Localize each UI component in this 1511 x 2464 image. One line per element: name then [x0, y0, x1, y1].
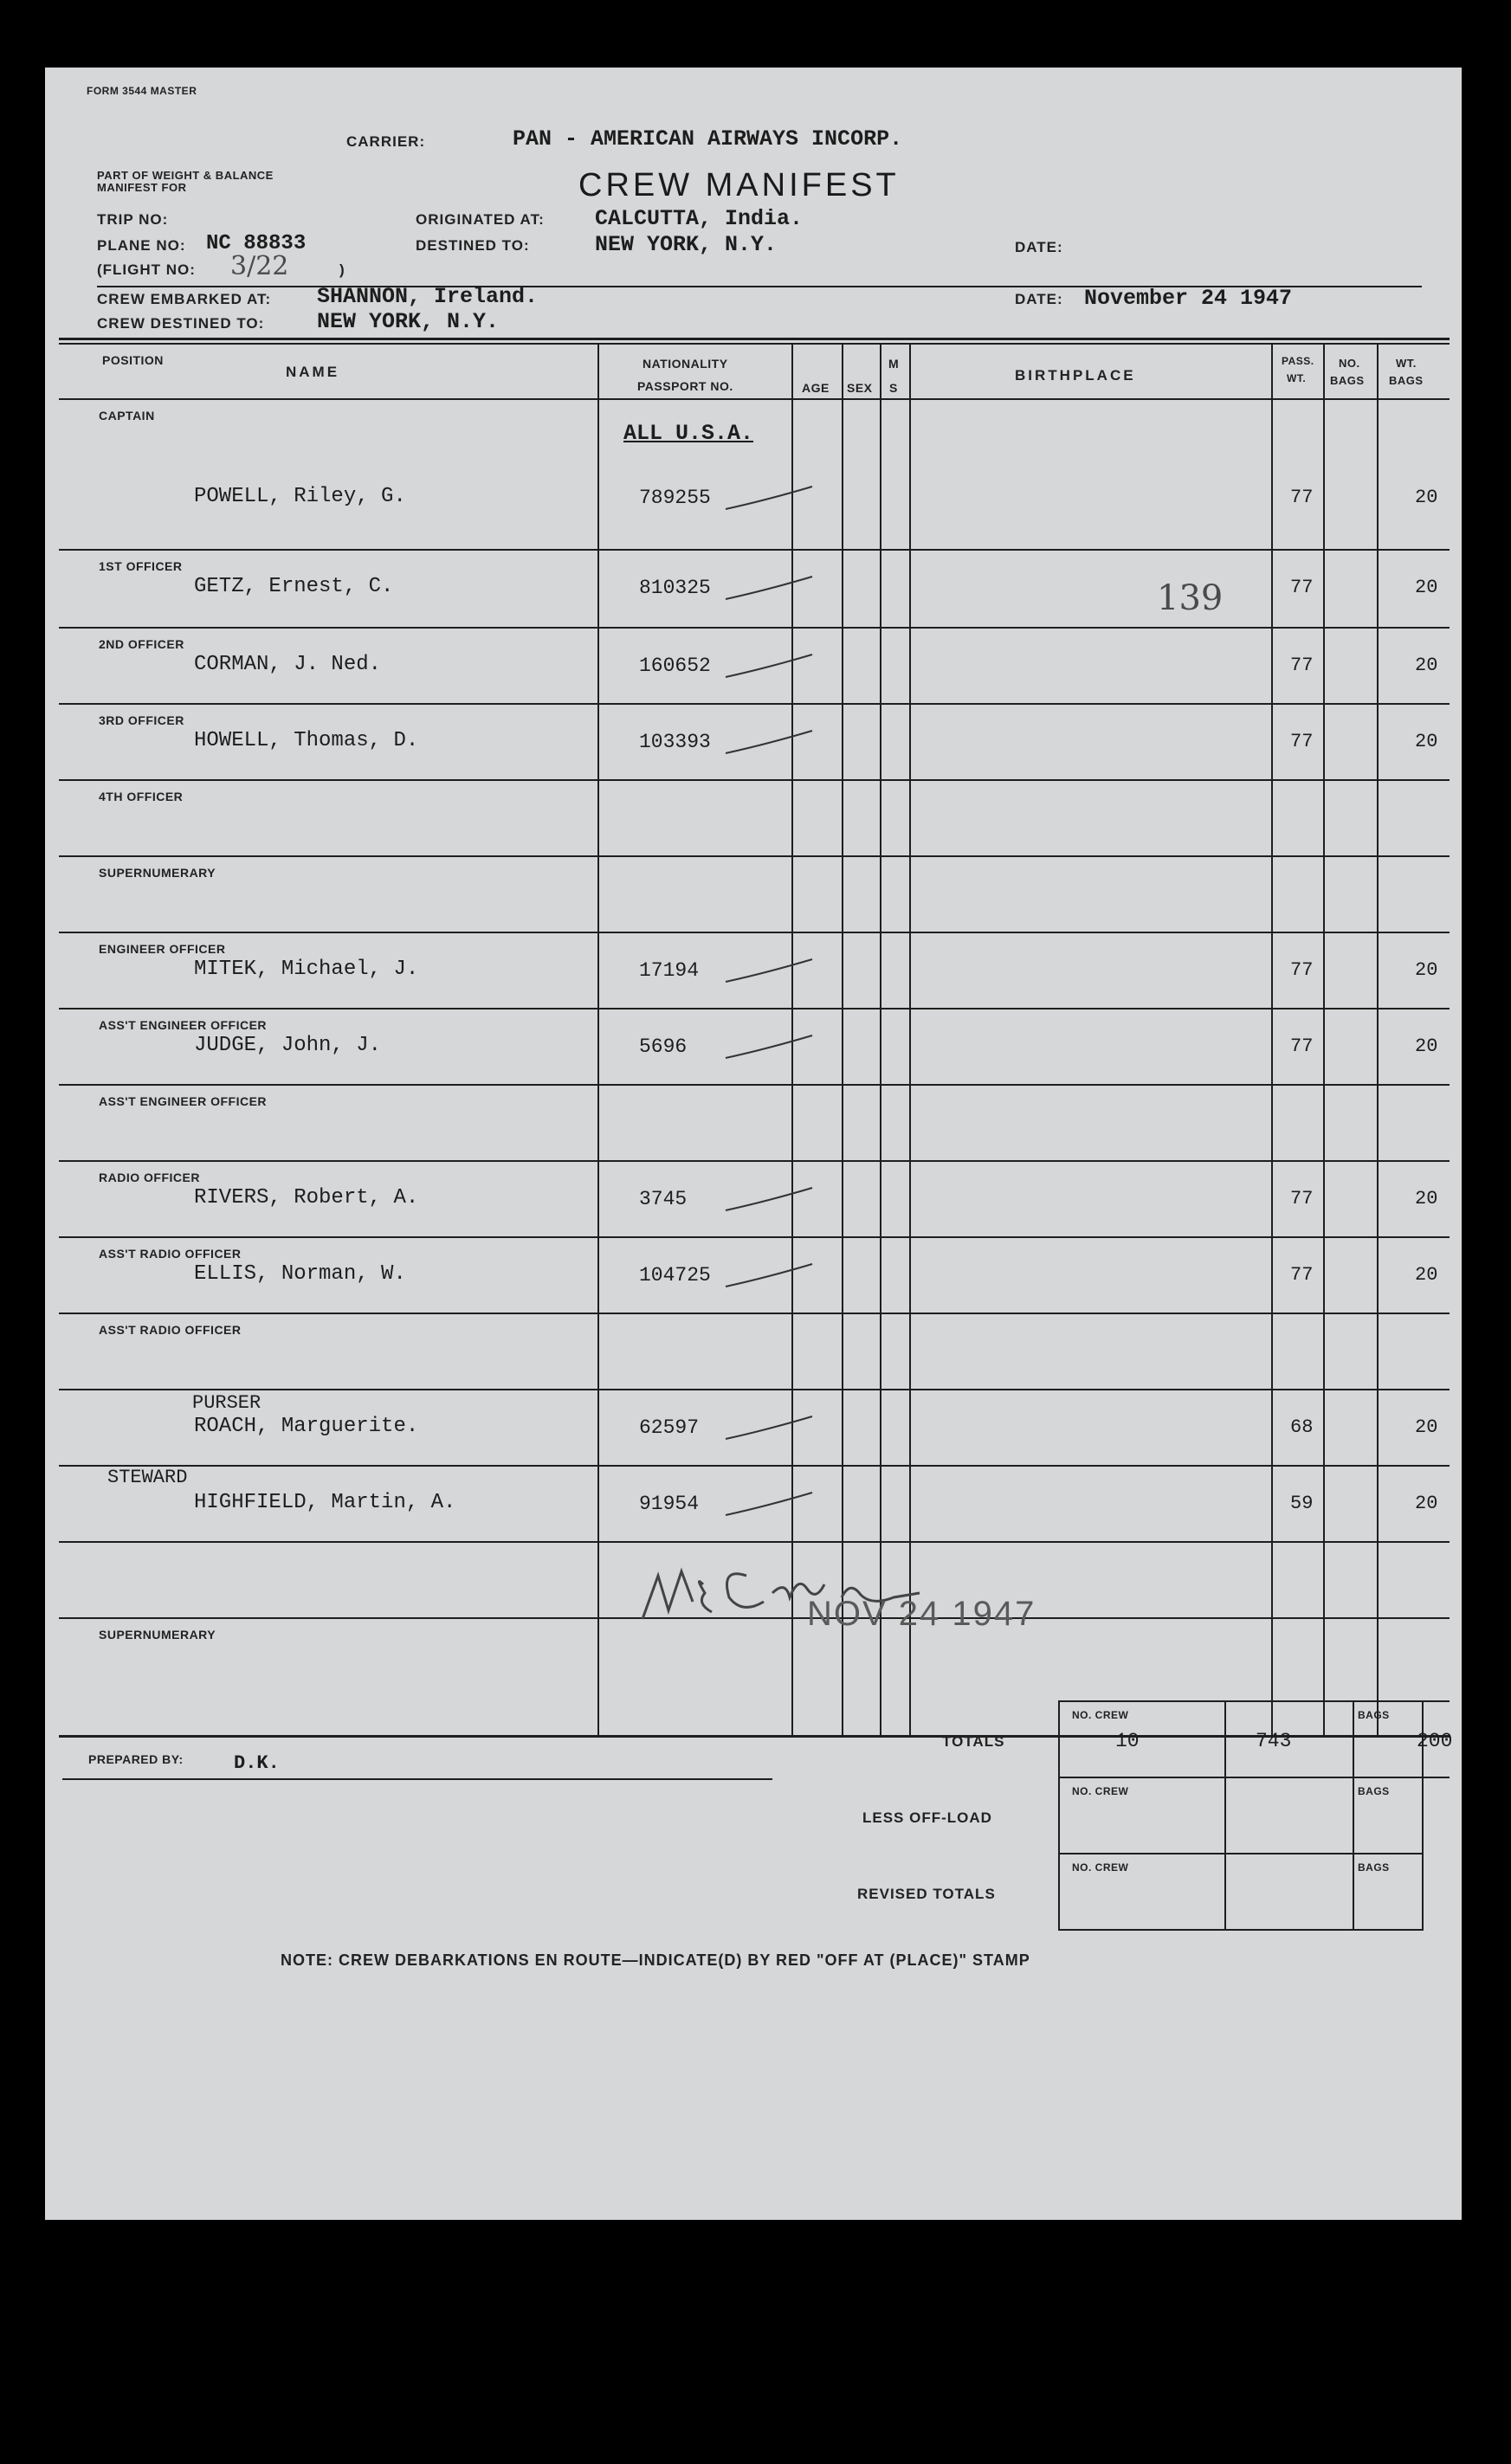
no-crew-label-2: NO. CREW [1072, 1785, 1129, 1797]
totals-bags-wt: 200 [1417, 1730, 1453, 1752]
position-label: PURSER [192, 1392, 262, 1414]
no-crew-label-3: NO. CREW [1072, 1861, 1129, 1874]
pass-weight: 59 [1290, 1493, 1314, 1514]
bags-weight: 20 [1415, 655, 1438, 676]
position-label: 2ND OFFICER [99, 637, 184, 651]
handwritten-number: 139 [1157, 578, 1224, 618]
nationality-all: ALL U.S.A. [623, 421, 754, 446]
position-label: ENGINEER OFFICER [99, 942, 226, 956]
destined-label: DESTINED TO: [416, 237, 530, 254]
checkmark-stroke [722, 954, 817, 989]
pass-weight: 77 [1290, 577, 1314, 598]
embarked-value: SHANNON, Ireland. [317, 284, 539, 309]
carrier-value: PAN - AMERICAN AIRWAYS INCORP. [513, 126, 903, 152]
crew-dest-label: CREW DESTINED TO: [97, 315, 265, 332]
originated-label: ORIGINATED AT: [416, 211, 545, 228]
date2-label: DATE: [1015, 291, 1063, 307]
col-name: NAME [286, 364, 340, 380]
crew-name: POWELL, Riley, G. [194, 485, 406, 508]
checkmark-stroke [722, 1183, 817, 1217]
position-label: SUPERNUMERARY [99, 1628, 216, 1642]
position-label: 1ST OFFICER [99, 559, 183, 573]
flight-no-label: (FLIGHT NO: [97, 261, 196, 278]
col-s: S [889, 381, 898, 395]
passport-no: 104725 [639, 1264, 711, 1287]
plane-no-label: PLANE NO: [97, 237, 186, 254]
crew-name: ELLIS, Norman, W. [194, 1262, 406, 1286]
originated-value: CALCUTTA, India. [595, 206, 804, 231]
passport-no: 810325 [639, 577, 711, 599]
col-sex: SEX [847, 381, 873, 395]
passport-no: 103393 [639, 731, 711, 753]
passport-no: 17194 [639, 959, 700, 982]
page-title: CREW MANIFEST [578, 167, 900, 203]
col-pass-wt-2: WT. [1287, 372, 1307, 384]
crew-name: HIGHFIELD, Martin, A. [194, 1491, 456, 1514]
position-label: 3RD OFFICER [99, 713, 184, 727]
col-nationality: NATIONALITY [642, 357, 728, 371]
bags-label-3: BAGS [1358, 1861, 1390, 1874]
col-no-bags-2: BAGS [1330, 374, 1365, 387]
bags-weight: 20 [1415, 959, 1438, 981]
pass-weight: 68 [1290, 1416, 1314, 1438]
totals-weight: 743 [1256, 1730, 1292, 1752]
bags-weight: 20 [1415, 1493, 1438, 1514]
col-no-bags-1: NO. [1339, 357, 1360, 370]
pass-weight: 77 [1290, 1035, 1314, 1057]
crew-name: JUDGE, John, J. [194, 1034, 382, 1057]
prepared-label: PREPARED BY: [88, 1752, 184, 1766]
crew-name: HOWELL, Thomas, D. [194, 729, 419, 752]
footer-note: NOTE: CREW DEBARKATIONS EN ROUTE—INDICATE(D) BY RED "OFF AT (PLACE)" STAMP [281, 1951, 1030, 1969]
col-wt-bags-2: BAGS [1389, 374, 1424, 387]
no-crew-label-1: NO. CREW [1072, 1709, 1129, 1721]
position-label: STEWARD [107, 1467, 188, 1488]
crew-name: GETZ, Ernest, C. [194, 575, 394, 598]
pass-weight: 77 [1290, 1188, 1314, 1209]
date-stamp: NOV 24 1947 [807, 1595, 1036, 1633]
embarked-label: CREW EMBARKED AT: [97, 291, 272, 307]
bags-weight: 20 [1415, 1188, 1438, 1209]
crew-name: CORMAN, J. Ned. [194, 653, 382, 676]
position-label: ASS'T RADIO OFFICER [99, 1323, 242, 1337]
bags-weight: 20 [1415, 487, 1438, 508]
passport-no: 3745 [639, 1188, 688, 1210]
date2-value: November 24 1947 [1084, 286, 1293, 311]
bags-label-1: BAGS [1358, 1709, 1390, 1721]
passport-no: 91954 [639, 1493, 700, 1515]
plane-no-value: NC 88833 [206, 232, 307, 255]
less-offload-label: LESS OFF-LOAD [862, 1809, 992, 1826]
passport-no: 789255 [639, 487, 711, 509]
passport-no: 160652 [639, 655, 711, 677]
checkmark-stroke [722, 571, 817, 606]
col-passport: PASSPORT NO. [637, 379, 733, 393]
destined-value: NEW YORK, N.Y. [595, 232, 778, 257]
revised-label: REVISED TOTALS [857, 1886, 996, 1902]
crew-name: RIVERS, Robert, A. [194, 1186, 419, 1209]
pass-weight: 77 [1290, 731, 1314, 752]
checkmark-stroke [722, 1411, 817, 1446]
date-label: DATE: [1015, 239, 1063, 255]
bags-weight: 20 [1415, 1264, 1438, 1286]
checkmark-stroke [722, 481, 817, 516]
checkmark-stroke [722, 726, 817, 760]
carrier-label: CARRIER: [346, 133, 426, 150]
crew-dest-value: NEW YORK, N.Y. [317, 309, 500, 334]
bags-weight: 20 [1415, 1035, 1438, 1057]
col-m: M [888, 357, 900, 371]
checkmark-stroke [722, 1487, 817, 1522]
passport-no: 5696 [639, 1035, 688, 1058]
col-wt-bags-1: WT. [1396, 357, 1417, 370]
col-position: POSITION [102, 353, 164, 367]
pass-weight: 77 [1290, 1264, 1314, 1286]
position-label: ASS'T ENGINEER OFFICER [99, 1018, 268, 1032]
position-label: 4TH OFFICER [99, 790, 184, 803]
flight-no-value: 3/22 [230, 251, 289, 281]
position-label: SUPERNUMERARY [99, 866, 216, 880]
crew-name: MITEK, Michael, J. [194, 958, 419, 981]
prepared-value: D.K. [234, 1752, 280, 1774]
bags-weight: 20 [1415, 577, 1438, 598]
pass-weight: 77 [1290, 487, 1314, 508]
checkmark-stroke [722, 649, 817, 684]
col-birthplace: BIRTHPLACE [1015, 367, 1136, 384]
checkmark-stroke [722, 1259, 817, 1293]
bags-weight: 20 [1415, 1416, 1438, 1438]
position-label: CAPTAIN [99, 409, 155, 422]
totals-crew: 10 [1115, 1730, 1140, 1752]
part-of-label: PART OF WEIGHT & BALANCE MANIFEST FOR [97, 169, 274, 194]
totals-label: TOTALS [942, 1733, 1005, 1750]
crew-name: ROACH, Marguerite. [194, 1415, 419, 1438]
bags-label-2: BAGS [1358, 1785, 1390, 1797]
pass-weight: 77 [1290, 959, 1314, 981]
col-age: AGE [802, 381, 830, 395]
trip-no-label: TRIP NO: [97, 211, 169, 228]
manifest-sheet [45, 68, 1462, 2220]
pass-weight: 77 [1290, 655, 1314, 676]
flight-no-close: ) [339, 261, 345, 278]
position-label: RADIO OFFICER [99, 1171, 200, 1184]
position-label: ASS'T ENGINEER OFFICER [99, 1094, 268, 1108]
form-number: FORM 3544 MASTER [87, 85, 197, 97]
bags-weight: 20 [1415, 731, 1438, 752]
passport-no: 62597 [639, 1416, 700, 1439]
checkmark-stroke [722, 1030, 817, 1065]
col-pass-wt-1: PASS. [1282, 355, 1314, 367]
position-label: ASS'T RADIO OFFICER [99, 1247, 242, 1261]
